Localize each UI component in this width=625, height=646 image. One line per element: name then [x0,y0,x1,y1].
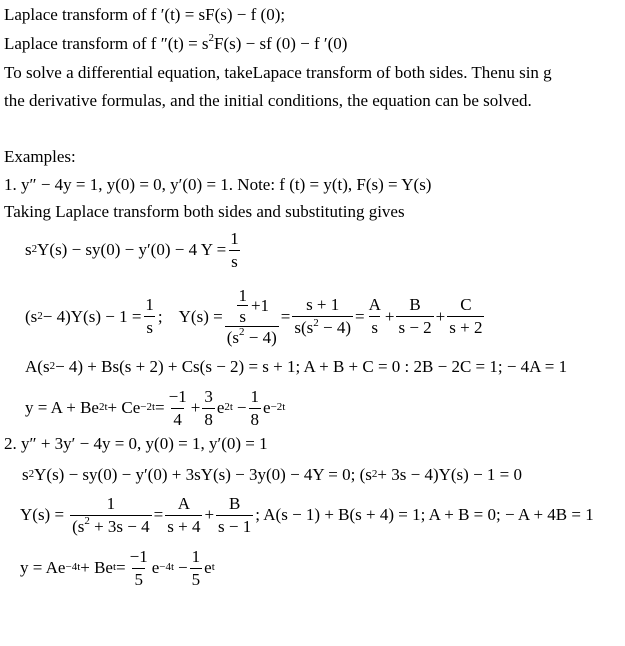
numerator: 1 [145,295,154,315]
numerator: B [409,295,421,315]
fraction [202,388,215,429]
eq-text: s [22,465,29,484]
numerator: 1 [191,547,201,566]
example-1-sentence: Taking Laplace transform both sides and substituting gives [4,202,405,221]
eq-text: + [435,306,446,326]
intro-line-2-rest: F(s) − sf (0) − f ′(0) [214,34,348,53]
denominator [70,515,152,536]
eq-text: = [280,306,291,326]
denominator [225,326,279,347]
eq-text: Y(s) − sy(0) − y′(0) + 3sY(s) − 3y(0) − 4Y = 0; (s [34,465,372,484]
eq-text: = [355,306,365,326]
eq-text: Y(s) − sy(0) − y′(0) − 4 Y = [37,240,227,260]
eq-text: e [204,558,212,578]
denominator: 5 [134,569,143,589]
eq-text: y = A + Be [25,398,99,418]
superscript: 2 [208,32,215,45]
intro-line-2 [4,32,348,53]
eq-text: (s [226,327,239,347]
example-1-equation-4: y = A + Be $^{2t}$ + Ce $^{-2t}$ = $\frac{-1}{4}$ + $\frac{3}{8}$ e $^{2t}$ − $\frac{1}{8}$ e $^{-2t}$ [25,387,286,429]
denominator: 8 [250,409,260,429]
denominator: 5 [191,569,201,589]
eq-text: − 4) + Bs(s + 2) + Cs(s − 2) = s + 1; A + B + C = 0 : 2B − 2C = 1; − 4A = 1 [55,357,568,376]
denominator: s + 4 [167,516,201,536]
eq-text: ; A(s − 1) + B(s + 4) = 1; A + B = 0; − A + 4B = 1 [255,505,594,525]
superscript: 2 [313,316,319,329]
eq-text: Y(s) = [178,306,223,326]
example-2-equation-3: y = Ae $^{-4t}$ + Be $^t$ = $\frac{-1}{5}$ e $^{-4t}$ − $\frac{1}{5}$ e $^t$ [20,547,215,589]
eq-text: = [116,558,126,578]
denominator: s + 2 [449,318,483,338]
example-1-equation-3: A(s $^2$ − 4) + Bs(s + 2) + Cs(s − 2) = s + 1; A + B + C = 0 : 2B − 2C = 1; − 4A = 1 [25,357,568,376]
eq-text: (s [25,306,38,326]
eq-text: − 4) [244,327,277,347]
eq-text: = [153,505,164,525]
example-1-equation-1: s $^2$ Y(s) − sy(0) − y′(0) − 4 Y = $\frac{1}{s}$ [25,229,239,271]
denominator: s [146,318,153,338]
numerator: 1 [238,286,247,305]
denominator: s − 1 [218,516,252,536]
fraction [236,287,249,326]
eq-text: + [190,398,201,418]
example-1-equation-2: (s $^2$ − 4)Y(s) − 1 = $\frac{1}{s}$ ; Y(s) = $\frac{1}{s}$ +1 $(s^2 - 4)$ = $\frac{s + 1}{s(s^2 - 4)}$ = $\frac{A}{s}$ + $\frac{B}{s - 2}$ + $\frac{C}{s + 2}$ [25,286,483,347]
fraction [143,296,156,337]
compound-fraction [225,287,279,347]
eq-text: + 3s − 4)Y(s) − 1 = 0 [377,465,522,484]
fraction [167,388,189,429]
fraction [128,548,150,589]
fraction [367,296,383,337]
eq-text: − 4) [318,318,351,338]
numerator: 1 [106,494,116,513]
intro-line-1: Laplace transform of f ′(t) = sF(s) − f (0); [4,5,286,24]
numerator: B [228,494,241,513]
example-2-equation-2 [20,495,594,536]
numerator: 3 [204,387,213,406]
examples-label: Examples: [4,147,76,166]
numerator: C [460,295,472,315]
superscript: 2 [84,515,90,528]
eq-text: s(s [294,318,314,338]
fraction [165,495,202,536]
eq-text: = [155,398,165,418]
eq-text: e [216,398,225,418]
fraction [216,495,253,536]
eq-text: − [178,558,188,578]
denominator [292,316,353,337]
eq-text: e [151,558,160,578]
denominator: 4 [173,409,182,429]
fraction [447,296,484,337]
numerator: A [368,295,381,315]
numerator: −1 [168,387,187,406]
eq-text: A(s [25,357,50,376]
eq-text: − 4)Y(s) − 1 = [42,306,142,326]
numerator [232,287,271,326]
eq-text: + [384,306,395,326]
fraction [228,230,241,271]
eq-text: s [25,240,32,260]
eq-text: +1 [250,296,270,316]
eq-text: + [204,505,215,525]
fraction [396,296,433,337]
eq-text: Y(s) = [20,505,65,525]
example-2-equation-1: s $^2$ Y(s) − sy(0) − y′(0) + 3sY(s) − 3y(0) − 4Y = 0; (s $^2$ + 3s − 4)Y(s) − 1 = 0 [22,465,522,484]
denominator: s − 2 [398,318,432,338]
denominator: s [371,318,379,338]
denominator: s [239,306,246,326]
fraction [190,548,203,589]
example-2-header: 2. y″ + 3y′ − 4y = 0, y(0) = 1, y′(0) = 1 [4,434,268,453]
intro-line-2-text: Laplace transform of f ″(t) = s [4,34,209,53]
numerator: 1 [250,387,260,406]
eq-text: − [236,398,247,418]
numerator: −1 [129,547,148,566]
eq-text: (s [72,516,85,536]
eq-text: ; [157,306,163,326]
fraction [70,495,152,536]
numerator: A [177,494,190,513]
example-1-header: 1. y″ − 4y = 1, y(0) = 0, y′(0) = 1. Note: f (t) = y(t), F(s) = Y(s) [4,175,432,194]
numerator: s + 1 [306,295,340,315]
eq-text: + Be [80,558,113,578]
eq-text: + Ce [107,398,141,418]
denominator: s [231,251,238,271]
fraction [292,296,353,337]
denominator: 8 [204,409,213,429]
superscript: 2 [239,326,245,339]
eq-text: e [263,398,271,418]
eq-text: y = Ae [20,558,66,578]
intro-line-3: To solve a differential equation, takeLapace transform of both sides. Thenu sin g [4,63,552,82]
numerator: 1 [230,229,239,248]
fraction [249,388,262,429]
eq-text: + 3s − 4 [89,516,150,536]
intro-line-4: the derivative formulas, and the initial conditions, the equation can be solved. [4,91,532,110]
